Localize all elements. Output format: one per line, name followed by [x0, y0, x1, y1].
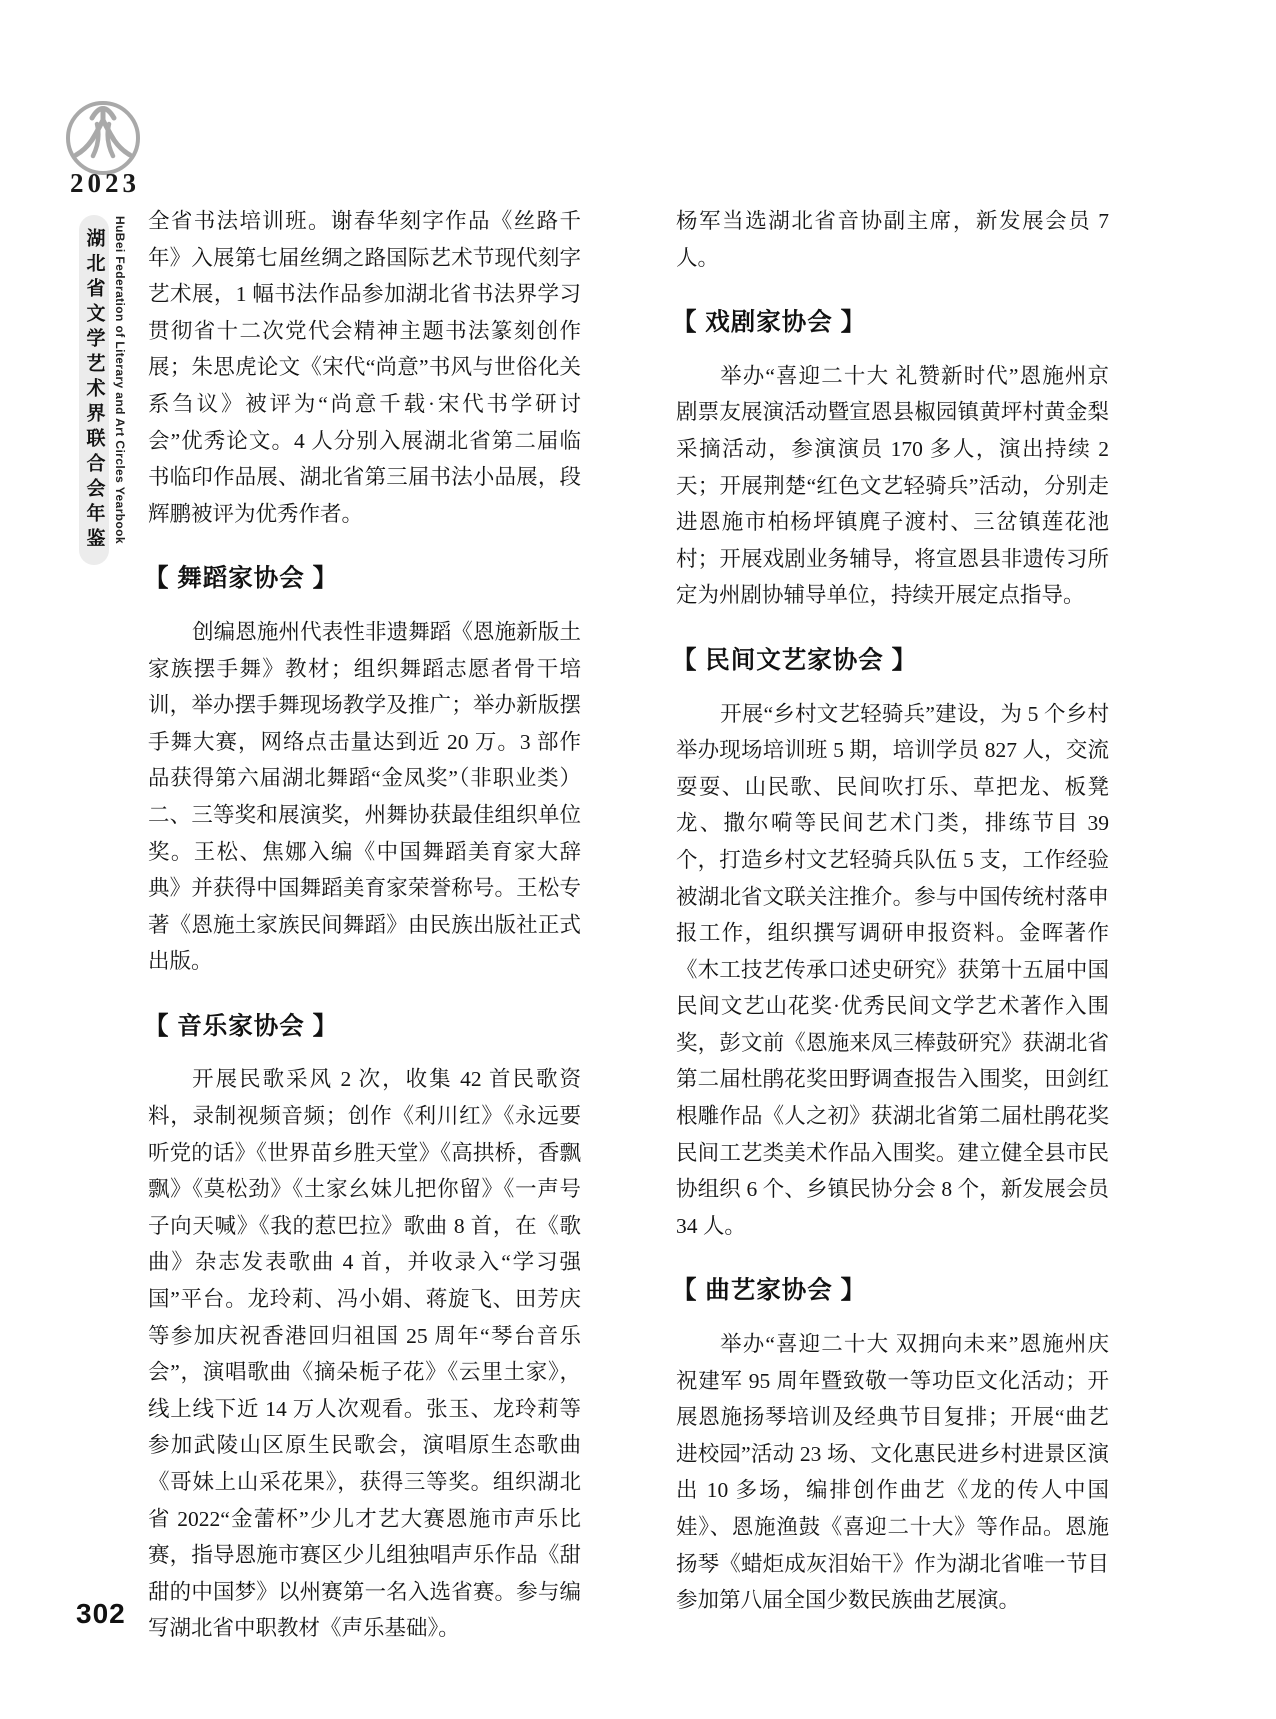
heading-quyi-artists-association: 【 曲艺家协会 】 [672, 1277, 867, 1305]
page-number: 302 [76, 1598, 126, 1629]
paragraph-musicians-association: 开展民歌采风 2 次，收集 42 首民歌资料，录制视频音频；创作《利川红》《永远要听党的话》《世界苗乡胜天堂》《高拱桥，香飘飘》《莫松劲》《土家幺妹儿把你留》《一声号子向天喊》《我的惹巴拉》歌曲 8 首，在《歌曲》杂志发表歌曲 4 首，并收录入“学习强国”平台。龙玲莉、冯小娟、蒋旋飞、田芳庆等参加庆祝香港回归祖国 25 周年“琴台音乐会”，演唱歌曲《摘朵栀子花》《云里土家》，线上线下近 14 万人次观看。张玉、龙玲莉等参加武陵山区原生民歌会，演唱原生态歌曲《哥妹上山采花果》，获得三等奖。组织湖北省 2022“金蕾杯”少儿才艺大赛恩施市声乐比赛，指导恩施市赛区少儿组独唱声乐作品《甜甜的中国梦》以州赛第一名入选省赛。参与编写湖北省中职教材《声乐基础》。 [148, 1067, 581, 1641]
paragraph-calligraphy-continued: 全省书法培训班。谢春华刻字作品《丝路千年》入展第七届丝绸之路国际艺术节现代刻字艺术展，1 幅书法作品参加湖北省书法界学习贯彻省十二次党代会精神主题书法篆刻创作展；朱思虎论文《宋代“尚意”书风与世俗化关系刍议》被评为“尚意千载·宋代书学研讨会”优秀论文。4 人分别入展湖北省第二届临书临印作品展、湖北省第三届书法小品展，段辉鹏被评为优秀作者。 [148, 209, 581, 526]
heading-dramatists-association: 【 戏剧家协会 】 [672, 309, 867, 337]
heading-dancers-association: 【 舞蹈家协会 】 [144, 565, 339, 593]
paragraph-dancers-association: 创编恩施州代表性非遗舞蹈《恩施新版土家族摆手舞》教材；组织舞蹈志愿者骨干培训，举办摆手舞现场教学及推广；举办新版摆手舞大赛，网络点击量达到近 20 万。3 部作品获得第六届湖北舞蹈“金凤奖”（非职业类）二、三等奖和展演奖，州舞协获最佳组织单位奖。王松、焦娜入编《中国舞蹈美育家大辞典》并获得中国舞蹈美育家荣誉称号。王松专著《恩施土家族民间舞蹈》由民族出版社正式出版。 [148, 619, 581, 974]
right-column [672, 203, 1109, 1619]
year-label: 2023 [70, 168, 140, 198]
paragraph-folk-artists-association: 开展“乡村文艺轻骑兵”建设，为 5 个乡村举办现场培训班 5 期，培训学员 827 人，交流耍耍、山民歌、民间吹打乐、草把龙、板凳龙、撒尔嗬等民间艺术门类，排练节目 39 个，打造乡村文艺轻骑兵队伍 5 支，工作经验被湖北省文联关注推介。参与中国传统村落申报工作，组织撰写调研申报资料。金晖著作《木工技艺传承口述史研究》获第十五届中国民间文艺山花奖·优秀民间文学艺术著作入围奖，彭文前《恩施来凤三棒鼓研究》获湖北省第二届杜鹃花奖田野调查报告入围奖，田剑红根雕作品《人之初》获湖北省第二届杜鹃花奖民间工艺类美术作品入围奖。建立健全县市民协组织 6 个、乡镇民协分会 8 个，新发展会员 34 人。 [676, 701, 1109, 1238]
paragraph-dramatists-association: 举办“喜迎二十大 礼赞新时代”恩施州京剧票友展演活动暨宣恩县椒园镇黄坪村黄金梨采摘活动，参演演员 170 多人，演出持续 2 天；开展荆楚“红色文艺轻骑兵”活动，分别走进恩施市柏杨坪镇麂子渡村、三岔镇莲花池村；开展戏剧业务辅导，将宣恩县非遗传习所定为州剧协辅导单位，持续开展定点指导。 [676, 363, 1109, 608]
sidebar-title-english: HuBei Federation of Literary and Art Circles Yearbook [113, 216, 127, 544]
heading-folk-artists-association: 【 民间文艺家协会 】 [672, 646, 918, 674]
paragraph-quyi-artists-association: 举办“喜迎二十大 双拥向未来”恩施州庆祝建军 95 周年暨致敬一等功臣文化活动；开展恩施扬琴培训及经典节目复排；开展“曲艺进校园”活动 23 场、文化惠民进乡村进景区演出 10 多场，编排创作曲艺《龙的传人中国娃》、恩施渔鼓《喜迎二十大》等作品。恩施扬琴《蜡炬成灰泪始干》作为湖北省唯一节目参加第八届全国少数民族曲艺展演。 [676, 1332, 1109, 1613]
left-column [144, 203, 581, 1647]
sidebar-title-chinese: 湖北省文学艺术界联合会年鉴 [79, 215, 109, 565]
paragraph-musicians-continued: 杨军当选湖北省音协副主席，新发展会员 7 人。 [676, 209, 1109, 270]
heading-musicians-association: 【 音乐家协会 】 [144, 1012, 339, 1040]
